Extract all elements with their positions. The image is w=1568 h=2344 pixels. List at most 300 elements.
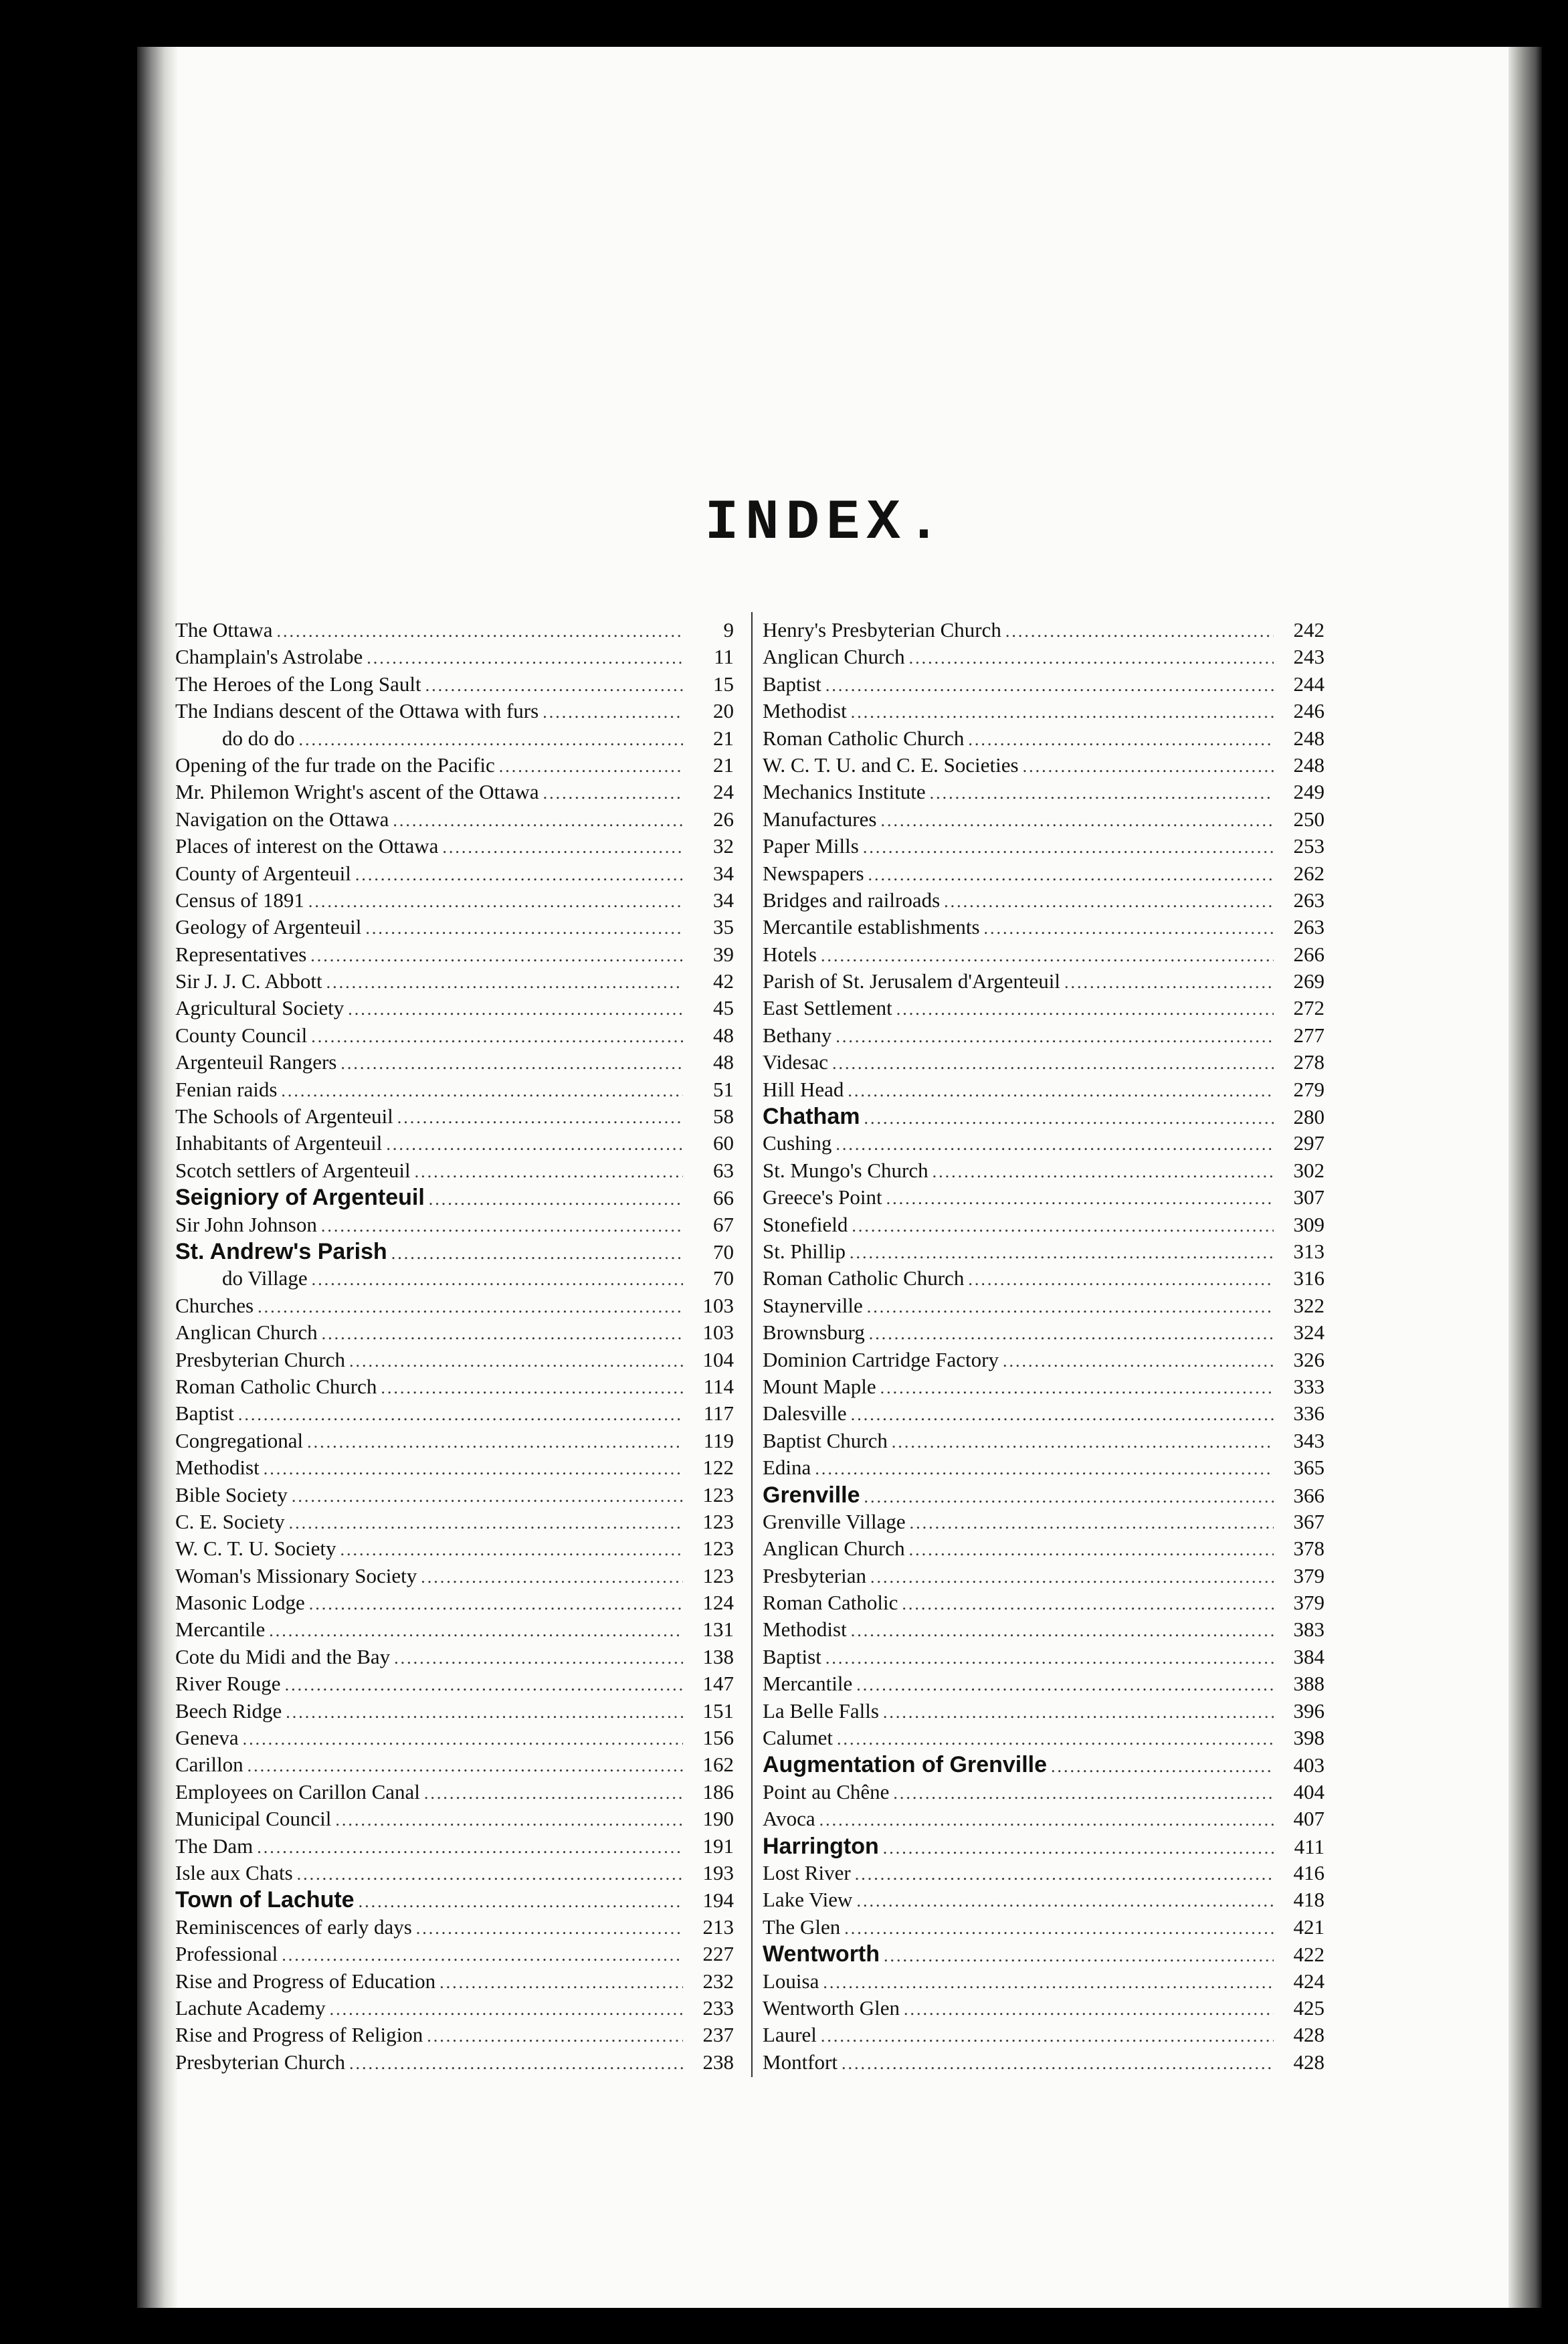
index-entry <box>763 1373 1325 1400</box>
index-entry-page-number: 35 <box>713 915 734 939</box>
index-entry <box>175 914 734 941</box>
index-entry-label: Representatives <box>175 942 307 966</box>
dot-leader <box>397 1104 683 1130</box>
index-column-left <box>175 617 734 2076</box>
index-entry-label: Methodist <box>763 1618 847 1642</box>
index-entry-page-number: 242 <box>1293 618 1325 642</box>
index-entry-label: Parish of St. Jerusalem d'Argenteuil <box>763 969 1060 993</box>
dot-leader <box>421 1564 683 1589</box>
index-entry-page-number: 279 <box>1293 1077 1325 1101</box>
dot-leader <box>856 1672 1274 1697</box>
index-entry <box>175 779 734 805</box>
index-entry-label: Sir J. J. C. Abbott <box>175 969 322 993</box>
index-entry-label: The Glen <box>763 1915 841 1939</box>
index-entry <box>175 1319 734 1346</box>
index-entry <box>763 914 1325 941</box>
dot-leader <box>880 1375 1274 1400</box>
index-entry <box>763 968 1325 995</box>
index-entry <box>763 1022 1325 1049</box>
index-entry-page-number: 32 <box>713 834 734 858</box>
index-entry-page-number: 147 <box>702 1672 734 1696</box>
index-entry <box>763 1833 1325 1860</box>
dot-leader <box>868 862 1274 887</box>
index-entry-page-number: 123 <box>702 1509 734 1533</box>
index-entry <box>175 1292 734 1319</box>
index-entry-page-number: 122 <box>702 1456 734 1480</box>
dot-leader <box>269 1618 683 1643</box>
index-entry-page-number: 428 <box>1293 2050 1325 2074</box>
dot-leader <box>311 1023 683 1049</box>
index-entry-label: East Settlement <box>763 996 892 1020</box>
dot-leader <box>424 1780 683 1805</box>
index-entry-label: Grenville <box>763 1482 860 1508</box>
index-entry <box>175 617 734 644</box>
index-entry <box>763 1725 1325 1751</box>
index-entry-label: Isle aux Chats <box>175 1860 293 1884</box>
index-entry-label: Videsac <box>763 1050 828 1074</box>
index-entry-label: Mechanics Institute <box>763 780 926 804</box>
index-entry-page-number: 11 <box>714 645 734 669</box>
dot-leader <box>867 1294 1274 1319</box>
dot-leader <box>1005 618 1274 644</box>
index-entry-page-number: 213 <box>702 1915 734 1939</box>
index-entry-label: Opening of the fur trade on the Pacific <box>175 753 495 777</box>
index-entry-page-number: 365 <box>1293 1456 1325 1480</box>
dot-leader <box>381 1375 683 1400</box>
page-title: INDEX. <box>704 492 948 555</box>
index-entry-page-number: 336 <box>1293 1401 1325 1426</box>
index-entry <box>763 1157 1325 1184</box>
index-entry-page-number: 322 <box>1293 1293 1325 1317</box>
index-entry-page-number: 366 <box>1293 1483 1325 1507</box>
index-entry <box>175 698 734 724</box>
index-entry <box>763 644 1325 670</box>
index-entry-label: Wentworth <box>763 1941 880 1967</box>
index-entry-page-number: 309 <box>1293 1212 1325 1236</box>
dot-leader <box>425 672 683 698</box>
index-entry <box>763 887 1325 914</box>
dot-leader <box>851 1618 1274 1643</box>
index-entry <box>175 1130 734 1157</box>
index-entry-label: Mount Maple <box>763 1374 876 1398</box>
index-entry-page-number: 34 <box>713 861 734 885</box>
index-entry <box>175 1482 734 1508</box>
index-entry <box>175 1914 734 1941</box>
index-entry-label: Harrington <box>763 1833 879 1859</box>
dot-leader <box>850 1240 1274 1265</box>
index-entry <box>175 1995 734 2022</box>
dot-leader <box>340 1537 683 1562</box>
index-entry-label: Employees on Carillon Canal <box>175 1779 420 1803</box>
index-entry <box>175 860 734 887</box>
index-entry-label: Mercantile <box>175 1618 266 1642</box>
index-entry <box>763 1400 1325 1427</box>
index-entry-label: do do do <box>222 726 295 750</box>
index-entry-label: Dominion Cartridge Factory <box>763 1347 999 1371</box>
dot-leader <box>310 943 683 968</box>
index-entry-label: Paper Mills <box>763 834 859 858</box>
index-entry <box>175 671 734 698</box>
index-entry <box>175 1941 734 1967</box>
dot-leader <box>326 969 683 995</box>
index-entry <box>175 1833 734 1860</box>
dot-leader <box>819 1807 1274 1832</box>
dot-leader <box>1064 969 1274 995</box>
dot-leader <box>884 1943 1274 1967</box>
index-entry <box>763 1535 1325 1562</box>
index-entry-label: Augmentation of Grenville <box>763 1752 1048 1778</box>
dot-leader <box>848 1078 1274 1103</box>
index-entry <box>175 1670 734 1697</box>
index-entry-label: Hill Head <box>763 1077 844 1101</box>
index-entry-page-number: 119 <box>703 1428 734 1452</box>
dot-leader <box>842 2050 1274 2076</box>
index-entry-page-number: 250 <box>1293 807 1325 831</box>
dot-leader <box>330 1996 683 2022</box>
index-entry-page-number: 123 <box>702 1482 734 1506</box>
index-entry-page-number: 262 <box>1293 861 1325 885</box>
index-entry <box>763 1428 1325 1454</box>
dot-leader <box>258 1294 683 1319</box>
index-entry-page-number: 67 <box>713 1212 734 1236</box>
dot-leader <box>821 943 1274 968</box>
index-entry-page-number: 272 <box>1293 996 1325 1020</box>
index-entry <box>175 1238 734 1265</box>
index-entry <box>763 1968 1325 1995</box>
index-entry-label: Louisa <box>763 1969 819 1993</box>
dot-leader <box>308 888 683 914</box>
dot-leader <box>909 1537 1274 1562</box>
dot-leader <box>892 1429 1274 1454</box>
column-divider <box>751 612 753 2077</box>
dot-leader <box>823 1969 1274 1995</box>
index-entry-page-number: 243 <box>1293 645 1325 669</box>
index-entry-label: Bible Society <box>175 1482 288 1506</box>
index-entry-page-number: 232 <box>702 1969 734 1993</box>
index-entry-page-number: 227 <box>702 1942 734 1966</box>
index-entry-page-number: 124 <box>702 1591 734 1615</box>
dot-leader <box>836 1023 1274 1049</box>
index-entry-page-number: 70 <box>713 1266 734 1290</box>
dot-leader <box>427 2023 683 2048</box>
index-entry-page-number: 9 <box>723 618 734 642</box>
index-entry-label: Greece's Point <box>763 1185 882 1209</box>
index-entry <box>763 1265 1325 1292</box>
index-entry-label: Calumet <box>763 1726 834 1750</box>
index-entry <box>175 2022 734 2048</box>
dot-leader <box>968 1266 1274 1292</box>
index-entry <box>175 2049 734 2076</box>
index-entry-page-number: 123 <box>702 1537 734 1561</box>
index-entry <box>763 1049 1325 1076</box>
dot-leader <box>349 2050 683 2076</box>
dot-leader <box>851 699 1274 724</box>
index-entry <box>175 1698 734 1725</box>
index-entry-label: Avoca <box>763 1807 815 1831</box>
dot-leader <box>1023 753 1274 779</box>
index-entry-page-number: 190 <box>702 1807 734 1831</box>
index-entry-page-number: 34 <box>713 888 734 912</box>
index-entry <box>763 1482 1325 1508</box>
index-entry-label: Places of interest on the Ottawa <box>175 834 439 858</box>
index-entry-page-number: 403 <box>1293 1753 1325 1777</box>
index-entry-label: Anglican Church <box>763 1537 905 1561</box>
index-entry-label: Inhabitants of Argenteuil <box>175 1131 383 1155</box>
dot-leader <box>243 1726 683 1751</box>
index-entry-page-number: 123 <box>702 1563 734 1587</box>
index-entry-page-number: 404 <box>1293 1779 1325 1803</box>
index-entry-label: Masonic Lodge <box>175 1591 305 1615</box>
dot-leader <box>825 672 1274 698</box>
index-entry-page-number: 117 <box>703 1401 734 1426</box>
index-entry <box>763 2022 1325 2048</box>
dot-leader <box>886 1185 1274 1211</box>
index-entry <box>763 1347 1325 1373</box>
dot-leader <box>367 645 683 670</box>
dot-leader <box>285 1672 683 1697</box>
index-entry <box>175 752 734 779</box>
index-entry <box>175 1428 734 1454</box>
index-entry <box>175 1400 734 1427</box>
index-entry-page-number: 20 <box>713 699 734 723</box>
index-entry-page-number: 66 <box>713 1186 734 1210</box>
dot-leader <box>276 618 683 644</box>
index-entry-page-number: 104 <box>702 1347 734 1371</box>
dot-leader <box>348 996 683 1021</box>
index-entry-label: Mr. Philemon Wright's ascent of the Ottawa <box>175 780 539 804</box>
index-entry-label: Chatham <box>763 1104 860 1130</box>
index-entry-label: Baptist <box>763 672 821 696</box>
dot-leader <box>282 1942 683 1967</box>
index-entry-page-number: 418 <box>1293 1888 1325 1912</box>
index-entry-label: Edina <box>763 1456 811 1480</box>
dot-leader <box>902 1591 1274 1616</box>
index-entry-label: Stonefield <box>763 1212 848 1236</box>
index-entry-label: Mercantile <box>763 1672 853 1696</box>
index-entry-page-number: 45 <box>713 996 734 1020</box>
index-entry <box>763 941 1325 968</box>
dot-leader <box>289 1510 683 1535</box>
index-entry <box>175 1860 734 1886</box>
dot-leader <box>238 1401 683 1427</box>
index-entry <box>175 1508 734 1535</box>
index-entry <box>763 1103 1325 1130</box>
index-entry <box>763 1563 1325 1589</box>
dot-leader <box>281 1078 683 1103</box>
index-entry <box>175 833 734 860</box>
index-entry-label: Anglican Church <box>763 645 905 669</box>
index-entry <box>175 1211 734 1238</box>
dot-leader <box>499 753 683 779</box>
dot-leader <box>863 834 1274 860</box>
dot-leader <box>365 915 683 941</box>
index-entry-page-number: 424 <box>1293 1969 1325 1993</box>
index-entry <box>175 1347 734 1373</box>
index-entry-label: Champlain's Astrolabe <box>175 645 363 669</box>
dot-leader <box>855 1861 1274 1886</box>
index-entry-page-number: 297 <box>1293 1131 1325 1155</box>
dot-leader <box>322 1321 683 1346</box>
index-entry-label: Manufactures <box>763 807 877 831</box>
index-entry-page-number: 51 <box>713 1077 734 1101</box>
index-entry-label: County of Argenteuil <box>175 861 351 885</box>
index-entry <box>175 1535 734 1562</box>
dot-leader <box>1051 1753 1274 1778</box>
index-entry-label: Henry's Presbyterian Church <box>763 618 1001 642</box>
index-entry-page-number: 379 <box>1293 1591 1325 1615</box>
index-entry-page-number: 248 <box>1293 753 1325 777</box>
index-entry-label: La Belle Falls <box>763 1698 879 1723</box>
index-entry-page-number: 384 <box>1293 1644 1325 1668</box>
index-entry-label: Geneva <box>175 1726 239 1750</box>
dot-leader <box>359 1888 683 1913</box>
index-entry <box>175 1076 734 1103</box>
index-entry-page-number: 103 <box>702 1321 734 1345</box>
index-entry-label: Scotch settlers of Argenteuil <box>175 1158 411 1182</box>
index-entry-label: Newspapers <box>763 861 864 885</box>
index-entry <box>763 617 1325 644</box>
index-entry-page-number: 428 <box>1293 2023 1325 2047</box>
index-entry-label: Fenian raids <box>175 1077 278 1101</box>
index-entry-page-number: 249 <box>1293 780 1325 804</box>
index-entry-page-number: 313 <box>1293 1239 1325 1263</box>
index-entry-label: Census of 1891 <box>175 888 304 912</box>
index-entry-page-number: 48 <box>713 1023 734 1047</box>
index-entry-page-number: 151 <box>702 1698 734 1723</box>
index-entry <box>763 1292 1325 1319</box>
index-entry-label: Municipal Council <box>175 1807 332 1831</box>
dot-leader <box>543 780 683 805</box>
index-entry-page-number: 343 <box>1293 1428 1325 1452</box>
index-entry <box>763 1995 1325 2022</box>
index-entry-page-number: 280 <box>1293 1105 1325 1129</box>
index-entry-label: Congregational <box>175 1428 304 1452</box>
index-entry-label: Point au Chêne <box>763 1779 890 1803</box>
index-entry-page-number: 396 <box>1293 1698 1325 1723</box>
index-entry-page-number: 263 <box>1293 888 1325 912</box>
index-entry <box>175 1751 734 1778</box>
index-entry-label: W. C. T. U. Society <box>175 1537 336 1561</box>
index-entry <box>763 671 1325 698</box>
dot-leader <box>896 996 1274 1021</box>
dot-leader <box>832 1050 1274 1076</box>
index-entry <box>763 1670 1325 1697</box>
index-entry <box>175 1049 734 1076</box>
index-entry <box>175 1022 734 1049</box>
dot-leader <box>930 780 1274 805</box>
index-entry-page-number: 103 <box>702 1293 734 1317</box>
dot-leader <box>439 1969 683 1995</box>
index-entry-label: do Village <box>222 1266 308 1290</box>
dot-leader <box>299 726 684 752</box>
index-entry-label: Methodist <box>763 699 847 723</box>
index-entry-label: Roman Catholic Church <box>175 1374 377 1398</box>
dot-leader <box>851 1401 1274 1427</box>
index-entry <box>175 1589 734 1616</box>
index-entry <box>763 1941 1325 1967</box>
index-entry-page-number: 416 <box>1293 1860 1325 1884</box>
index-entry-page-number: 326 <box>1293 1347 1325 1371</box>
index-entry-page-number: 302 <box>1293 1158 1325 1182</box>
index-entry-page-number: 193 <box>702 1860 734 1884</box>
index-entry-page-number: 194 <box>702 1888 734 1913</box>
index-entry-page-number: 244 <box>1293 672 1325 696</box>
index-entry-label: The Indians descent of the Ottawa with furs <box>175 699 539 723</box>
dot-leader <box>933 1159 1274 1184</box>
index-entry <box>175 995 734 1021</box>
index-entry-page-number: 26 <box>713 807 734 831</box>
dot-leader <box>968 726 1274 752</box>
index-entry <box>175 887 734 914</box>
index-entry-label: Agricultural Society <box>175 996 345 1020</box>
dot-leader <box>904 1996 1274 2022</box>
dot-leader <box>257 1834 683 1860</box>
index-entry-page-number: 131 <box>702 1618 734 1642</box>
dot-leader <box>415 1159 683 1184</box>
index-entry-label: Town of Lachute <box>175 1887 355 1913</box>
dot-leader <box>844 1915 1274 1941</box>
index-entry-label: Presbyterian Church <box>175 2050 345 2074</box>
index-entry-label: River Rouge <box>175 1672 281 1696</box>
index-entry-label: The Heroes of the Long Sault <box>175 672 421 696</box>
index-entry-label: Dalesville <box>763 1401 847 1426</box>
index-entry-label: Methodist <box>175 1456 260 1480</box>
index-entry-page-number: 39 <box>713 942 734 966</box>
dot-leader <box>264 1456 683 1481</box>
index-entry-label: Churches <box>175 1293 254 1317</box>
index-entry <box>175 1779 734 1805</box>
index-entry-page-number: 307 <box>1293 1185 1325 1209</box>
index-entry-page-number: 378 <box>1293 1537 1325 1561</box>
index-entry <box>763 1860 1325 1886</box>
dot-leader <box>984 915 1274 941</box>
index-entry-page-number: 15 <box>713 672 734 696</box>
index-entry <box>763 995 1325 1021</box>
index-entry <box>763 1130 1325 1157</box>
index-entry-label: Roman Catholic Church <box>763 726 965 750</box>
index-entry <box>763 1211 1325 1238</box>
index-entry <box>763 1914 1325 1941</box>
dot-leader <box>391 1240 683 1265</box>
index-entry-label: Baptist <box>763 1644 821 1668</box>
index-entry-label: Presbyterian Church <box>175 1347 345 1371</box>
index-entry-page-number: 421 <box>1293 1915 1325 1939</box>
dot-leader <box>837 1726 1274 1751</box>
dot-leader <box>321 1213 683 1238</box>
index-entry-label: The Dam <box>175 1834 254 1858</box>
index-entry-page-number: 263 <box>1293 915 1325 939</box>
index-entry-label: Anglican Church <box>175 1321 318 1345</box>
index-entry-label: Sir John Johnson <box>175 1212 317 1236</box>
dot-leader <box>869 1321 1274 1346</box>
dot-leader <box>312 1266 683 1292</box>
index-entry-page-number: 237 <box>702 2023 734 2047</box>
index-entry-label: Bethany <box>763 1023 832 1047</box>
index-entry-page-number: 269 <box>1293 969 1325 993</box>
index-entry-label: The Ottawa <box>175 618 273 642</box>
index-entry-label: Reminiscences of early days <box>175 1915 412 1939</box>
index-entry <box>763 1508 1325 1535</box>
index-entry-page-number: 60 <box>713 1131 734 1155</box>
dot-leader <box>442 834 683 860</box>
dot-leader <box>836 1131 1274 1157</box>
index-entry <box>763 1076 1325 1103</box>
index-entry-label: W. C. T. U. and C. E. Societies <box>763 753 1019 777</box>
index-entry <box>763 1238 1325 1265</box>
index-entry <box>175 1805 734 1832</box>
index-entry <box>763 860 1325 887</box>
index-entry-page-number: 63 <box>713 1158 734 1182</box>
